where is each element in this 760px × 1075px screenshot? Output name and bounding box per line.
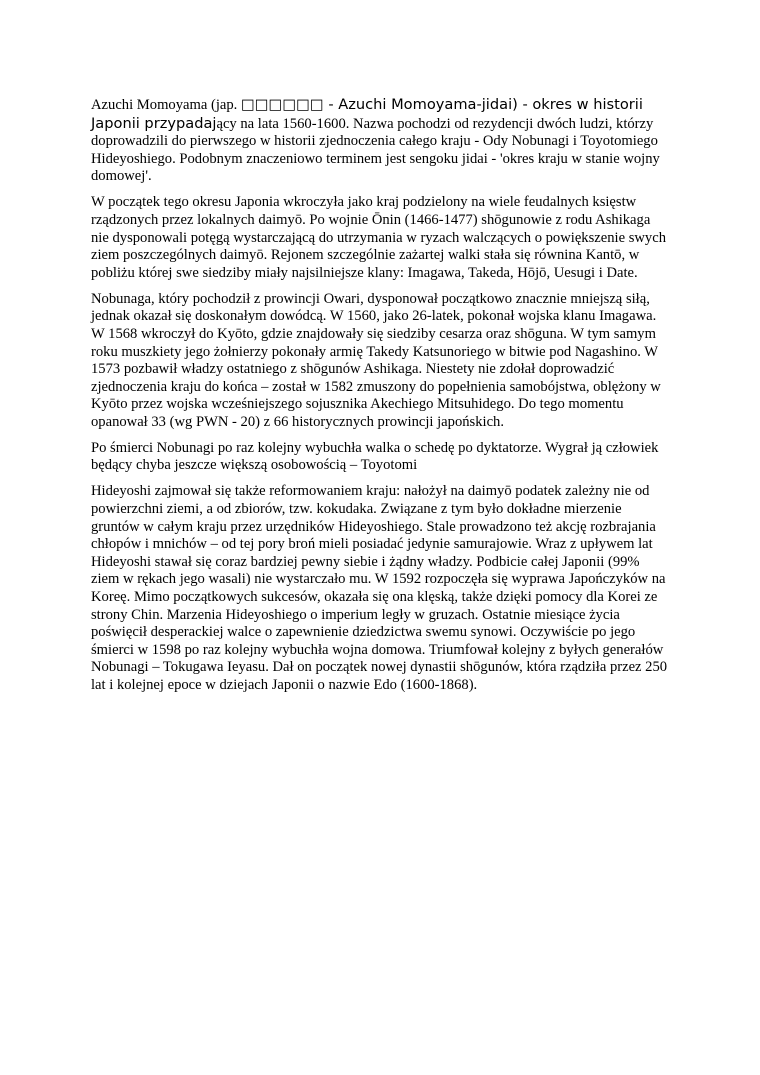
paragraph-hideyoshi: Hideyoshi zajmował się także reformowaniem kraju: nałożył na daimyō podatek zależny nie od powierzchni ziemi, a od zbiorów, tzw. kokudaka. Związane z tym było dokładne mierzenie gruntów w całym kraju przez urzędników Hideyoshiego. Stale prowadzono też akcję rozbrajania chłopów i mnichów – od tej pory broń mieli posiadać jedynie samurajowie. Wraz z upływem lat Hideyoshi stawał się coraz bardziej pewny siebie i żądny władzy. Podbicie całej Japonii (99% ziem w rękach jego wasali) nie wystarczało mu. W 1592 rozpoczęła się wyprawa Japończyków na Koreę. Mimo początkowych sukcesów, okazała się ona klęską, także dzięki pomocy dla Korei ze strony Chin. Marzenia Hideyoshiego o imperium legły w gruzach. Ostatnie miesiące życia poświęcił desperackiej walce o zapewnienie dziedzictwa swemu synowi. Oczywiście po jego śmierci w 1598 po raz kolejny wybuchła wojna domowa. Triumfował kolejny z byłych generałów Nobunagi – Tokugawa Ieyasu. Dał on początek nowej dynastii shōgunów, która rządziła przez 250 lat i kolejnej epoce w dziejach Japonii o nazwie Edo (1600-1868). bbox=[91, 483, 668, 693]
paragraph-period-start: W początek tego okresu Japonia wkroczyła jako kraj podzielony na wiele feudalnych księstw rządzonych przez lokalnych daimyō. Po wojnie Ōnin (1466-1477) shōgunowie z rodu Ashikaga nie dysponowali potęgą wystarczającą do utrzymania w ryzach walczących o powiększenie swych ziem poszczególnych daimyō. Rejonem szczególnie zażartej walki stała się równina Kantō, w pobliżu której swe siedziby miały najsilniejsze klany: Imagawa, Takeda, Hōjō, Uesugi i Date. bbox=[91, 194, 666, 281]
intro-text-serif: Azuchi Momoyama (jap. bbox=[91, 97, 241, 113]
document-body bbox=[91, 96, 671, 703]
paragraph-nobunaga: Nobunaga, który pochodził z prowincji Owari, dysponował początkowo znacznie mniejszą siłą, jednak okazał się doskonałym dowódcą. W 1560, jako 26-latek, pokonał wojska klanu Imagawa. W 1568 wkroczył do Kyōto, gdzie znajdowały się siedziby cesarza oraz shōguna. W tym samym roku muszkiety jego żołnierzy pokonały armię Takedy Katsunoriego w bitwie pod Nagashino. W 1573 pozbawił władzy ostatniego z shōgunów Ashikaga. Niestety nie zdołał doprowadzić zjednoczenia kraju do końca – został w 1582 zmuszony do popełnienia samobójstwa, oblężony w Kyōto przez wojska wcześniejszego sojusznika Akechiego Mitsuhidego. Do tego momentu opanował 33 (wg PWN - 20) z 66 historycznych prowincji japońskich. bbox=[91, 290, 661, 430]
paragraph-succession: Po śmierci Nobunagi po raz kolejny wybuchła walka o schedę po dyktatorze. Wygrał ją człowiek będący chyba jeszcze większą osobowością – Toyotomi bbox=[91, 439, 659, 474]
paragraph-intro bbox=[91, 96, 671, 186]
intro-text-rest: ący na lata 1560-1600. Nazwa pochodzi od rezydencji dwóch ludzi, którzy doprowadzili do pierwszego w historii zjednoczenia całego kraju - Ody Nobunagi i Toyotomiego Hideyoshiego. Podobnym znaczeniowo terminem jest sengoku jidai - 'okres kraju w stanie wojny domowej'. bbox=[91, 115, 660, 185]
intro-text-sans: □□□□□□ - Azuchi Momoyama-jidai) - okres w historii Japonii przypadaj bbox=[91, 96, 643, 132]
